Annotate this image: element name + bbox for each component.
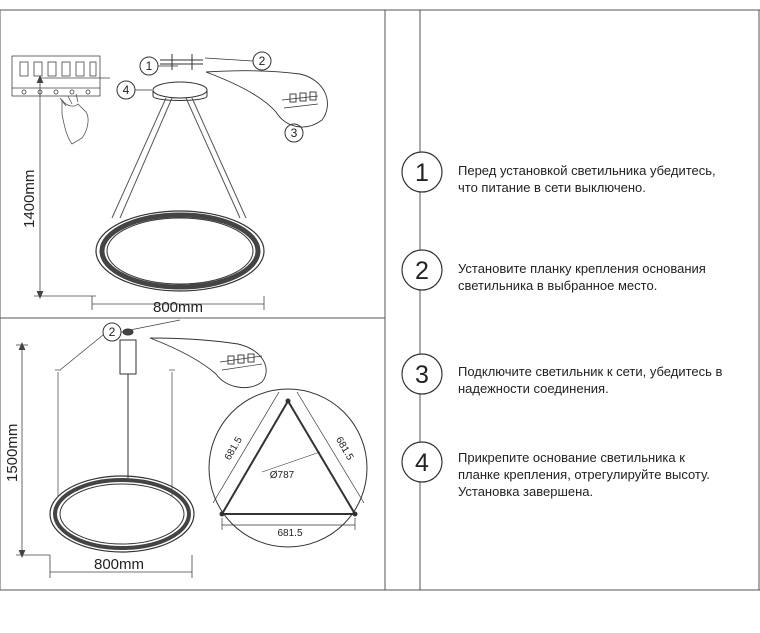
triangle-base-label: 681.5 <box>277 528 303 539</box>
top-callout-1: 1 <box>145 59 153 73</box>
top-height-label: 1400mm <box>21 169 38 228</box>
bottom-callout-2: 2 <box>108 325 116 339</box>
top-ring <box>96 211 264 291</box>
top-detail-bubble <box>206 71 327 127</box>
step-number-circles <box>402 152 442 482</box>
bottom-width-label: 800mm <box>93 556 145 573</box>
bottom-height-label: 1500mm <box>4 423 21 482</box>
top-callout-4: 4 <box>122 83 130 97</box>
step-3-text: Подключите светильник к сети, убедитесь в надежности соединения. <box>458 364 723 396</box>
top-mount-plate <box>153 54 207 101</box>
bottom-detail-bubble <box>150 338 266 388</box>
triangle-left-label: 681.5 <box>222 435 245 463</box>
top-callout-2: 2 <box>258 54 266 68</box>
mount-circle-diagram <box>209 389 367 547</box>
top-suspension-cables <box>112 98 246 218</box>
step-1-text: Перед установкой светильника убедитесь, что питание в сети выключено. <box>458 163 716 195</box>
bottom-canopy <box>120 329 136 478</box>
step-1-number: 1 <box>415 159 429 187</box>
hand-icon <box>60 94 88 144</box>
step-4-text: Прикрепите основание светильника к планке крепления, отрегулируйте высоту. Установка завершена. <box>458 450 710 499</box>
top-callout-3: 3 <box>290 126 298 140</box>
top-ceiling-box <box>12 56 100 96</box>
step-4-number: 4 <box>415 449 429 477</box>
triangle-right-label: 681.5 <box>333 435 356 463</box>
step-2-number: 2 <box>415 257 429 285</box>
bottom-ring <box>50 476 194 552</box>
frame <box>0 10 760 590</box>
step-3-number: 3 <box>415 361 429 389</box>
bottom-suspension-cables <box>55 370 175 496</box>
top-width-label: 800mm <box>152 299 204 316</box>
step-2-text: Установите планку крепления основания светильника в выбранное место. <box>458 261 706 293</box>
circle-diameter-label: Ø787 <box>269 470 295 481</box>
